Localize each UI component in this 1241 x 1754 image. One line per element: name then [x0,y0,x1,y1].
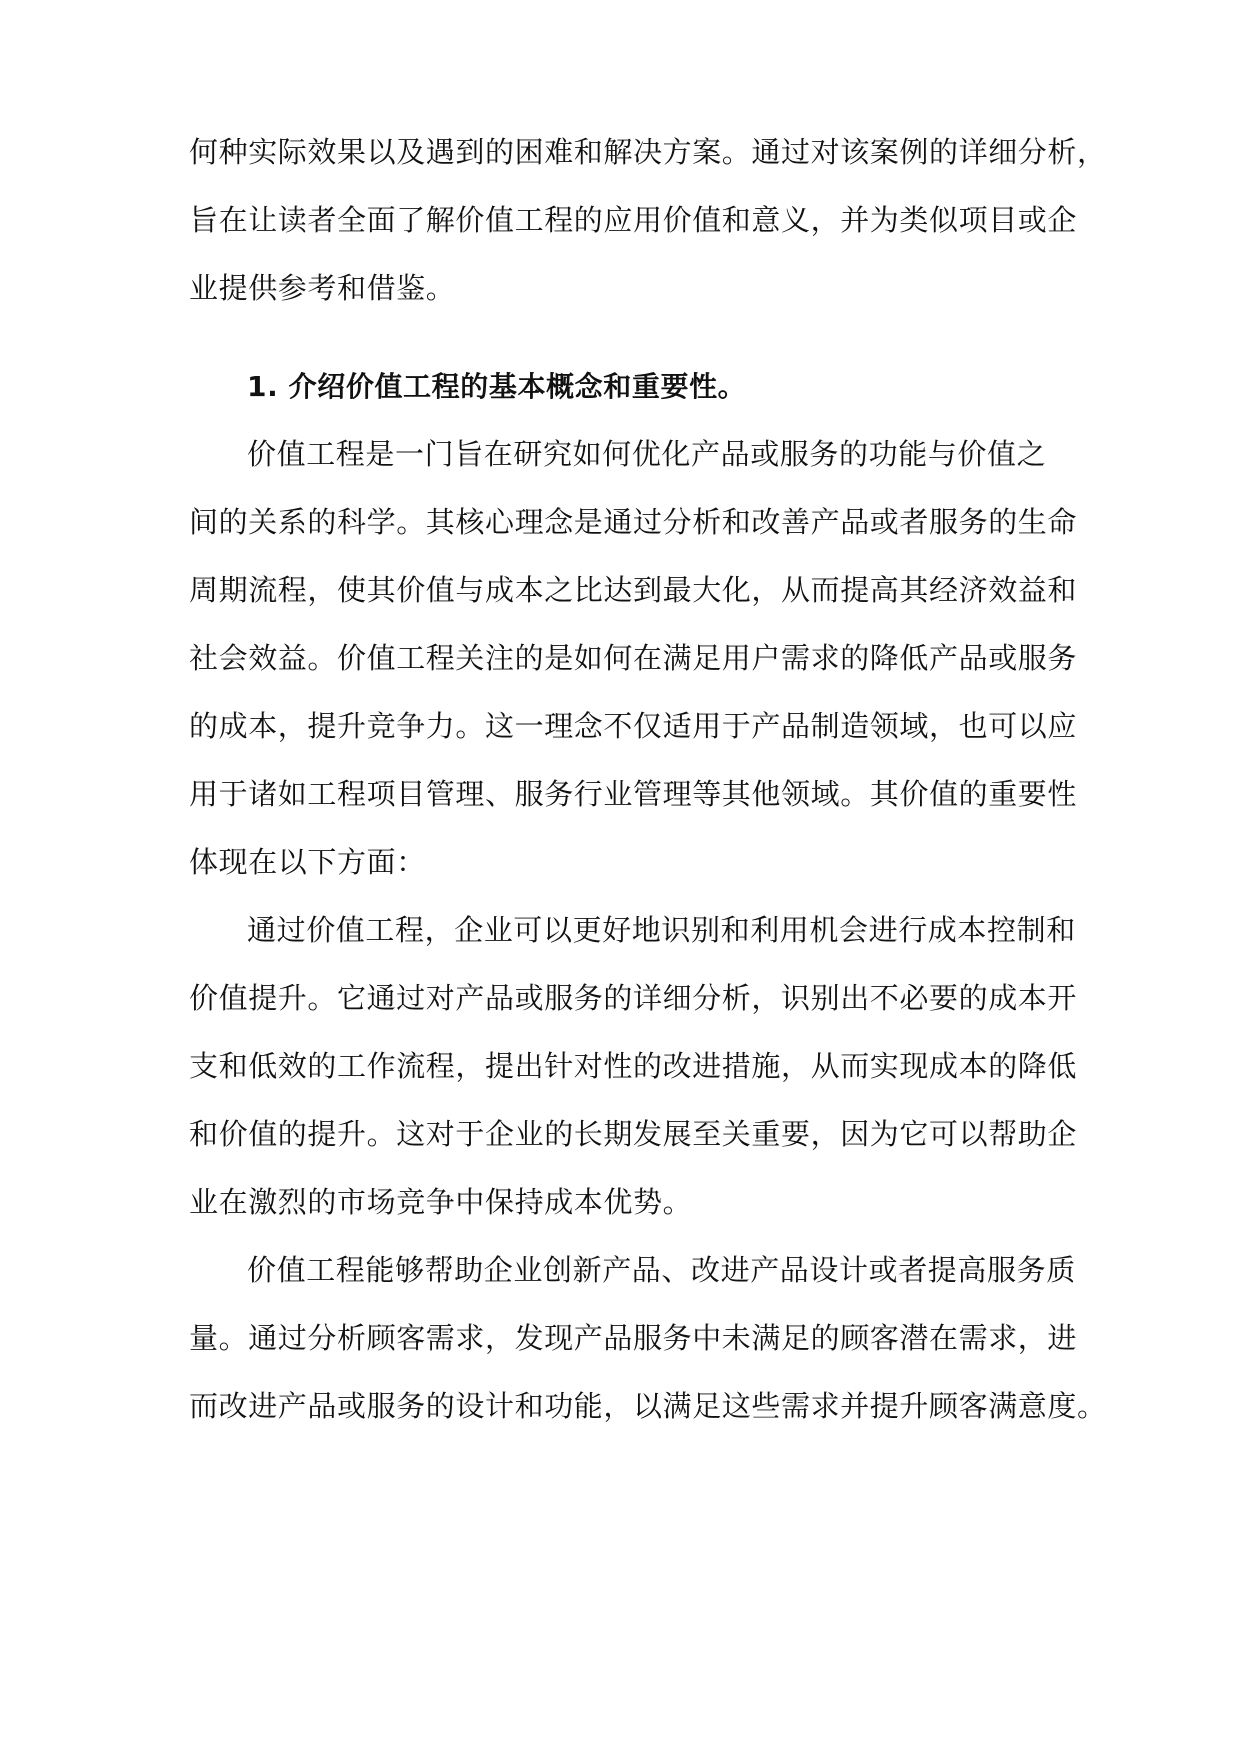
paragraph-2-line-3: 支和低效的工作流程，提出针对性的改进措施，从而实现成本的降低 [189,1049,1078,1083]
paragraph-1-line-2: 间的关系的科学。其核心理念是通过分析和改善产品或者服务的生命 [189,505,1078,539]
paragraph-1-line-5: 的成本，提升竞争力。这一理念不仅适用于产品制造领域，也可以应 [189,709,1078,743]
paragraph-3-line-3: 而改进产品或服务的设计和功能，以满足这些需求并提升顾客满意度。 [189,1389,1107,1423]
paragraph-3-line-1: 价值工程能够帮助企业创新产品、改进产品设计或者提高服务质 [247,1253,1076,1287]
paragraph-3-line-2: 量。通过分析顾客需求，发现产品服务中未满足的顾客潜在需求，进 [189,1321,1078,1355]
paragraph-1-line-6: 用于诸如工程项目管理、服务行业管理等其他领域。其价值的重要性 [189,777,1078,811]
paragraph-2-line-2: 价值提升。它通过对产品或服务的详细分析，识别出不必要的成本开 [189,981,1078,1015]
paragraph-2-line-1: 通过价值工程，企业可以更好地识别和利用机会进行成本控制和 [247,913,1076,947]
intro-line-3: 业提供参考和借鉴。 [189,271,456,305]
paragraph-1-line-4: 社会效益。价值工程关注的是如何在满足用户需求的降低产品或服务 [189,641,1078,675]
paragraph-2-line-5: 业在激烈的市场竞争中保持成本优势。 [189,1185,693,1219]
paragraph-1-line-1: 价值工程是一门旨在研究如何优化产品或服务的功能与价值之 [247,437,1047,471]
intro-line-1: 何种实际效果以及遇到的困难和解决方案。通过对该案例的详细分析， [189,135,1107,169]
intro-line-2: 旨在让读者全面了解价值工程的应用价值和意义，并为类似项目或企 [189,203,1078,237]
paragraph-1-line-7: 体现在以下方面： [189,845,426,879]
paragraph-2-line-4: 和价值的提升。这对于企业的长期发展至关重要，因为它可以帮助企 [189,1117,1078,1151]
paragraph-1-line-3: 周期流程，使其价值与成本之比达到最大化，从而提高其经济效益和 [189,573,1078,607]
section-heading: 1. 介绍价值工程的基本概念和重要性。 [247,370,747,403]
